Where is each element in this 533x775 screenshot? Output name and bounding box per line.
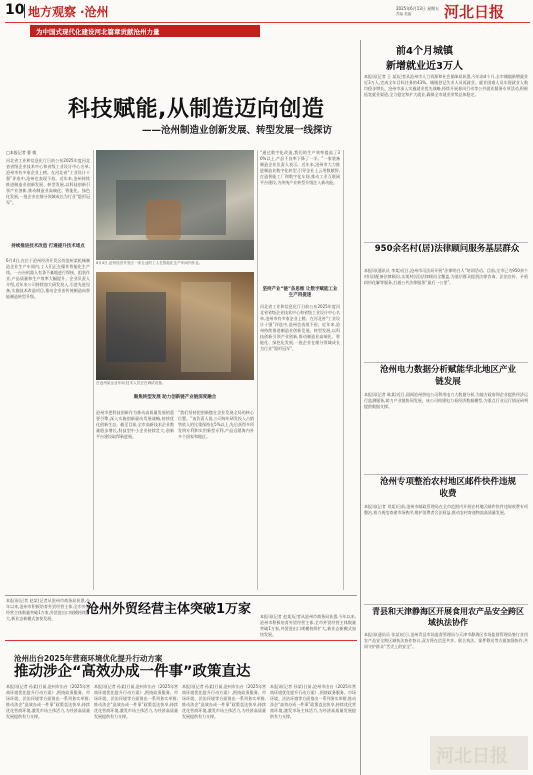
article1-body: 本报讯(记者 王 某)记者从沧州市人力资源和社会保障局获悉,今年前4个月,全市城镇新增就业近3万人,完成全年目标任务的43%。城镇登记失业人员再就业、就业困难人员实现就业人数均稳步增长。沧州市深入实施就业优先战略,持续开展春风行动等公共就业服务专项活动,积极拓宽就业渠道,全力稳定和扩大就业,确保全市就业形势总体稳定。 [364,74,528,97]
lead-title: 科技赋能,从制造迈向创造 [68,97,325,122]
right-rule-2 [364,362,528,363]
article1-title-line1: 前4个月城镇 [396,46,453,57]
watermark-logo-text: 河北日报 [436,746,508,767]
policy-body-col3: 本报讯(记者 孙某)日前,沧州市出台《2025年营商环境优化提升行动方案》,围绕政务服务、市场环境、法治环境等方面推出一系列务实举措,推动涉企“高效办成一件事”政策直达快享,持续优化营商环境,激发市场主体活力,为经济高质量发展提供有力支撑。 [182,684,266,719]
watermark-logo [430,736,528,770]
article1-title-line2: 新增就业近3万人 [386,61,463,72]
article2-title: 950余名村(居)法律顾问服务基层群众 [374,244,520,254]
right-rule-3 [364,474,528,475]
col-rule-1 [93,150,94,590]
article4-body: 本报讯(记者 刘某)日前,沧州市邮政管理局在全市范围内开展农村地区邮件快件违规收费专项整治,着力规范寄递市场秩序,维护消费者合法权益,推动农村寄递物流高质量发展。 [364,504,528,515]
article4-title: 沧州专项整治农村地区邮件快件违规收费 [379,477,516,499]
article5-title: 青县和天津静海区开展食用农产品安全跨区域执法协作 [372,607,524,627]
lead-body-col5: 河北省工业和信息化厅日前公布2025年度河北省省级企业技术中心和省级工业设计中心名单,沧州市有多家企业上榜。在河北省“工业设计十强”评选中,沧州也表现不俗。近年来,沧州持续推进制造业创新发展、转型发展,以科技创新引领产业创新,推动制造业高端化、智能化、绿色化发展,一批企业在细分领域成长为行业“隐形冠军”。 [260,304,340,351]
col-rule-3 [343,150,344,590]
lead-photo-1 [96,150,254,260]
lead-photo-1-caption: 6月4日,沧州经济开发区一家企业的工人在智能化生产车间内作业。 [96,261,203,265]
policy-body-col1: 本报讯(记者 孙某)日前,沧州市出台《2025年营商环境优化提升行动方案》,围绕政务服务、市场环境、法治环境等方面推出一系列务实举措,推动涉企“高效办成一件事”政策直达快享,持续优化营商环境,激发市场主体活力,为经济高质量发展提供有力支撑。 [6,684,90,719]
lead-body-col4: “通过数字化改造,我们的生产效率提高了30%以上,产品不良率下降了一半。”一家装备制造企业负责人表示。近年来,沧州市大力推进制造业数字化转型,引导企业上云用数赋智,打造智能工厂和数字化车间,推动工业互联网平台建设,为传统产业转型升级注入新动能。 [260,150,340,185]
right-rule-1 [364,242,528,243]
page-number: 10 [5,2,25,18]
section-city: ·沧州 [80,5,109,19]
lead-photo-2-caption: 在沧州某企业车间,技术人员正在调试设备。 [96,381,166,385]
lead-body-col3: “我们坚持把创新摆在企业发展全局的核心位置。”该负责人说,公司每年研发投入占销售收入的比重保持在5%以上,先后获得多项发明专利和实用新型专利,产品远销海内外多个国家和地区。 [178,410,254,439]
section-title: 地方观察 [28,5,77,19]
lead-subhead-1-text: 持续推进技术改造 打通提升技术堵点 [11,244,85,249]
lead-subhead-3-text: 坚持产业“链”条思维 让数字赋能工业生产再提速 [262,287,338,298]
lead-byline: □本报记者 曹 敏 [6,150,37,155]
lead-body-col1: 河北省工业和信息化厅日前公布2025年度河北省省级企业技术中心和省级工业设计中心名单,沧州市有多家企业上榜。在河北省“工业设计十强”评选中,沧州也表现不俗。近年来,沧州持续推进制造业创新发展、转型发展,以科技创新引领产业创新,推动制造业高端化、智能化、绿色化发展,一批企业在细分领域成长为行业“隐形冠军”。 [6,158,90,205]
right-column-rule [360,40,361,775]
lead-subtitle: ——沧州制造业创新发展、转型发展一线探访 [142,125,333,136]
policy-body-col4: 本报讯(记者 孙某)日前,沧州市出台《2025年营商环境优化提升行动方案》,围绕政务服务、市场环境、法治环境等方面推出一系列务实举措,推动涉企“高效办成一件事”政策直达快享,持续优化营商环境,激发市场主体活力,为经济高质量发展提供有力支撑。 [270,684,356,719]
lead-subhead-2-text: 聚焦转型发展 助力创新链产业链深度融合 [133,395,217,400]
lead-photo-2 [96,272,254,380]
foreign-trade-body: 本报讯(记者 赵某)记者从沧州市商务局获悉,今年以来,沧州市积极培育外贸经营主体,全市外贸经营主体数量突破1万家,外贸进出口规模持续扩大,新业态新模式加快发展。 [6,598,90,621]
masthead-rule [5,22,530,23]
banner [30,25,260,37]
article5-body: 本报讯(通讯员 张某)近日,沧州青县市场监督管理局与天津市静海区市场监督管理局签订食用农产品安全跨区域执法协作协议,双方将在信息共享、联合执法、案件移送等方面加强协作,共同守护群众“舌尖上的安全”。 [364,632,528,649]
banner-text: 为中国式现代化建设河北篇章贡献沧州力量 [36,27,160,36]
article2-body: 本报讯(通讯员 李某)近日,沧州市司法局开展“法律明白人”培训活动。目前,全市已为950余个村(居)配备法律顾问,实现村(居)法律顾问全覆盖,为基层群众提供法律咨询、法治宣传、矛盾纠纷化解等服务,打通公共法律服务“最后一公里”。 [364,268,528,285]
lead-subhead-3 [262,286,338,298]
policy-title: 推动涉企“高效办成一件事”政策直达 [14,664,251,680]
lead-body-col1b: 6月4日,在位于沧州经济开发区的沧州某机械制造企业生产车间内,工人们正在操作智能化生产线。一台台机器人有条不紊地进行焊接、组装作业,产品质量和生产效率大幅提升。企业负责人介绍,近年来公司持续加大研发投入,引进先进设备,实施技术改造项目,推动企业由传统制造向智能制造转型升级。 [6,258,90,299]
section-divider [24,4,25,18]
col-rule-2 [257,150,258,590]
bottom-rule-1 [5,595,357,596]
masthead-logo: 河北日报 [444,3,505,21]
lead-subhead-2 [110,394,240,400]
foreign-trade-title: 沧州外贸经营主体突破1万家 [86,602,252,617]
lead-subhead-1 [8,243,88,249]
right-rule-4 [364,604,528,605]
bottom-rule-red [5,640,357,641]
article3-title: 沧州电力数据分析赋能华北地区产业链发展 [379,365,516,387]
bottom-banner-text: 沧州出台2025年营商环境优化提升行动方案 [14,654,163,663]
date-line: 2025年6月13日 星期五 [396,6,440,11]
policy-body-col2: 本报讯(记者 孙某)日前,沧州市出台《2025年营商环境优化提升行动方案》,围绕政务服务、市场环境、法治环境等方面推出一系列务实举措,推动涉企“高效办成一件事”政策直达快享,持续优化营商环境,激发市场主体活力,为经济高质量发展提供有力支撑。 [94,684,178,719]
lead-body-col2: 沧州市把科技创新作为推动高质量发展的重要引擎,深入实施创新驱动发展战略,持续优化创新生态。截至目前,全市高新技术企业数量稳步增长,科技型中小企业持续壮大,创新平台建设取得新进展。 [96,410,174,439]
editor-line: 责编 美编 [396,12,412,16]
foreign-trade-body-2: 本报讯(记者 赵某)记者从沧州市商务局获悉,今年以来,沧州市积极培育外贸经营主体,全市外贸经营主体数量突破1万家,外贸进出口规模持续扩大,新业态新模式加快发展。 [260,614,356,637]
article3-body: 本报讯(记者 陈某)近日,国网沧州供电公司利用电力大数据分析,为地方政府和企业提供经济运行监测服务,助力产业链协同发展。该公司构建电力看经济数据模型,为重点行业运行情况研判提供数据支撑。 [364,392,528,409]
